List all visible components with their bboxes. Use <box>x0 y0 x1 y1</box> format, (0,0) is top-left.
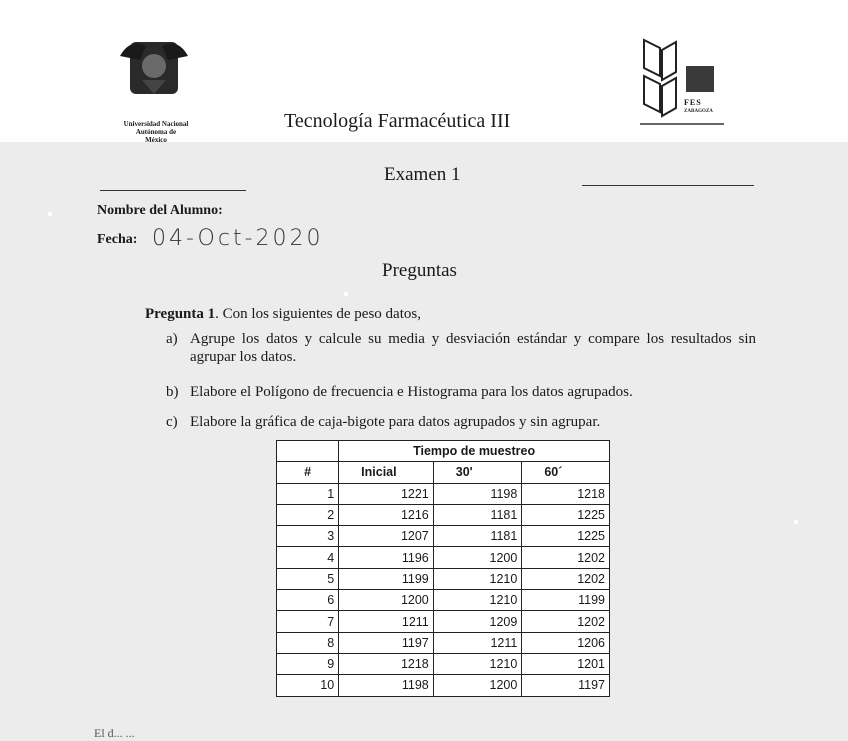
table-row <box>277 547 610 568</box>
row-number-cell: 8 <box>277 632 339 653</box>
unam-crest-icon <box>116 36 192 100</box>
table-row <box>277 590 610 611</box>
item-letter: b) <box>166 384 179 400</box>
row-number-cell: 7 <box>277 611 339 632</box>
table-cell: 1225 <box>522 526 610 547</box>
question-intro-text: . Con los siguientes de peso datos, <box>215 306 421 322</box>
row-number-cell: 1 <box>277 483 339 504</box>
row-number-cell: 3 <box>277 526 339 547</box>
table-cell: 1218 <box>339 653 434 674</box>
table-cell: 1218 <box>522 483 610 504</box>
table-row <box>277 632 610 653</box>
fes-sub: ZARAGOZA <box>684 109 713 114</box>
row-number-cell: 6 <box>277 590 339 611</box>
table-cell: 1198 <box>339 675 434 696</box>
row-number-cell: 9 <box>277 653 339 674</box>
table-cell: 1197 <box>522 675 610 696</box>
item-letter: a) <box>166 331 178 347</box>
table-cell: 1210 <box>433 653 522 674</box>
scan-speck <box>48 212 52 216</box>
table-row <box>277 653 610 674</box>
exam-title: Examen 1 <box>384 164 461 185</box>
unam-name: Universidad Nacional Autónoma de México <box>123 120 189 144</box>
row-number-cell: 2 <box>277 504 339 525</box>
table-cell: 1209 <box>433 611 522 632</box>
table-cell: 1210 <box>433 590 522 611</box>
col-header-num: # <box>277 462 339 483</box>
student-name-label: Nombre del Alumno: <box>97 203 223 218</box>
item-letter: c) <box>166 414 178 430</box>
table-cell: 1201 <box>522 653 610 674</box>
table-cell: 1211 <box>339 611 434 632</box>
data-table <box>276 440 610 697</box>
table-cell: 1207 <box>339 526 434 547</box>
date-value: 04-Oct-2020 <box>152 226 324 251</box>
footer-text: El d... ... <box>94 726 135 740</box>
table-cell: 1202 <box>522 547 610 568</box>
divider-left <box>100 190 246 191</box>
table-cell: 1202 <box>522 568 610 589</box>
table-cell: 1200 <box>433 547 522 568</box>
table-cell: 1197 <box>339 632 434 653</box>
item-text: Elabore la gráfica de caja-bigote para datos agrupados y sin agrupar. <box>190 414 601 430</box>
row-number-cell: 10 <box>277 675 339 696</box>
row-number-cell: 4 <box>277 547 339 568</box>
table-cell: 1221 <box>339 483 434 504</box>
fes-emblem-icon <box>636 36 728 128</box>
scan-speck <box>344 292 348 296</box>
fes-logo <box>636 36 728 128</box>
section-title: Preguntas <box>382 260 457 281</box>
col-header-30: 30' <box>433 462 522 483</box>
col-header-inicial: Inicial <box>339 462 434 483</box>
table-cell: 1199 <box>522 590 610 611</box>
fes-label: FES <box>684 98 702 107</box>
question-intro <box>145 306 421 323</box>
table-row <box>277 675 610 696</box>
group-header: Tiempo de muestreo <box>339 441 610 462</box>
table-cell: 1181 <box>433 504 522 525</box>
table-cell: 1211 <box>433 632 522 653</box>
table-row <box>277 526 610 547</box>
table-cell: 1202 <box>522 611 610 632</box>
table-cell: 1225 <box>522 504 610 525</box>
col-header-60: 60´ <box>522 462 610 483</box>
table-cell: 1196 <box>339 547 434 568</box>
table-cell: 1198 <box>433 483 522 504</box>
table-cell: 1206 <box>522 632 610 653</box>
item-text: Elabore el Polígono de frecuencia e Histograma para los datos agrupados. <box>190 384 633 400</box>
table-row <box>277 504 610 525</box>
table-cell: 1200 <box>433 675 522 696</box>
table-body <box>277 483 610 696</box>
table-row <box>277 611 610 632</box>
row-number-cell: 5 <box>277 568 339 589</box>
question-number: Pregunta 1 <box>145 306 216 322</box>
unam-logo <box>110 28 200 144</box>
table-cell: 1181 <box>433 526 522 547</box>
table-cell: 1200 <box>339 590 434 611</box>
scan-speck <box>794 520 798 524</box>
table-row <box>277 568 610 589</box>
date-label: Fecha: <box>97 232 138 247</box>
table-cell: 1216 <box>339 504 434 525</box>
item-text: Agrupe los datos y calcule su media y desviación estándar y compare los resultados sin agrupar los datos. <box>190 331 756 365</box>
course-title: Tecnología Farmacéutica III <box>284 110 511 132</box>
table-cell: 1199 <box>339 568 434 589</box>
table-cell: 1210 <box>433 568 522 589</box>
divider-right <box>582 185 754 186</box>
table-row <box>277 483 610 504</box>
table-corner <box>277 441 339 462</box>
